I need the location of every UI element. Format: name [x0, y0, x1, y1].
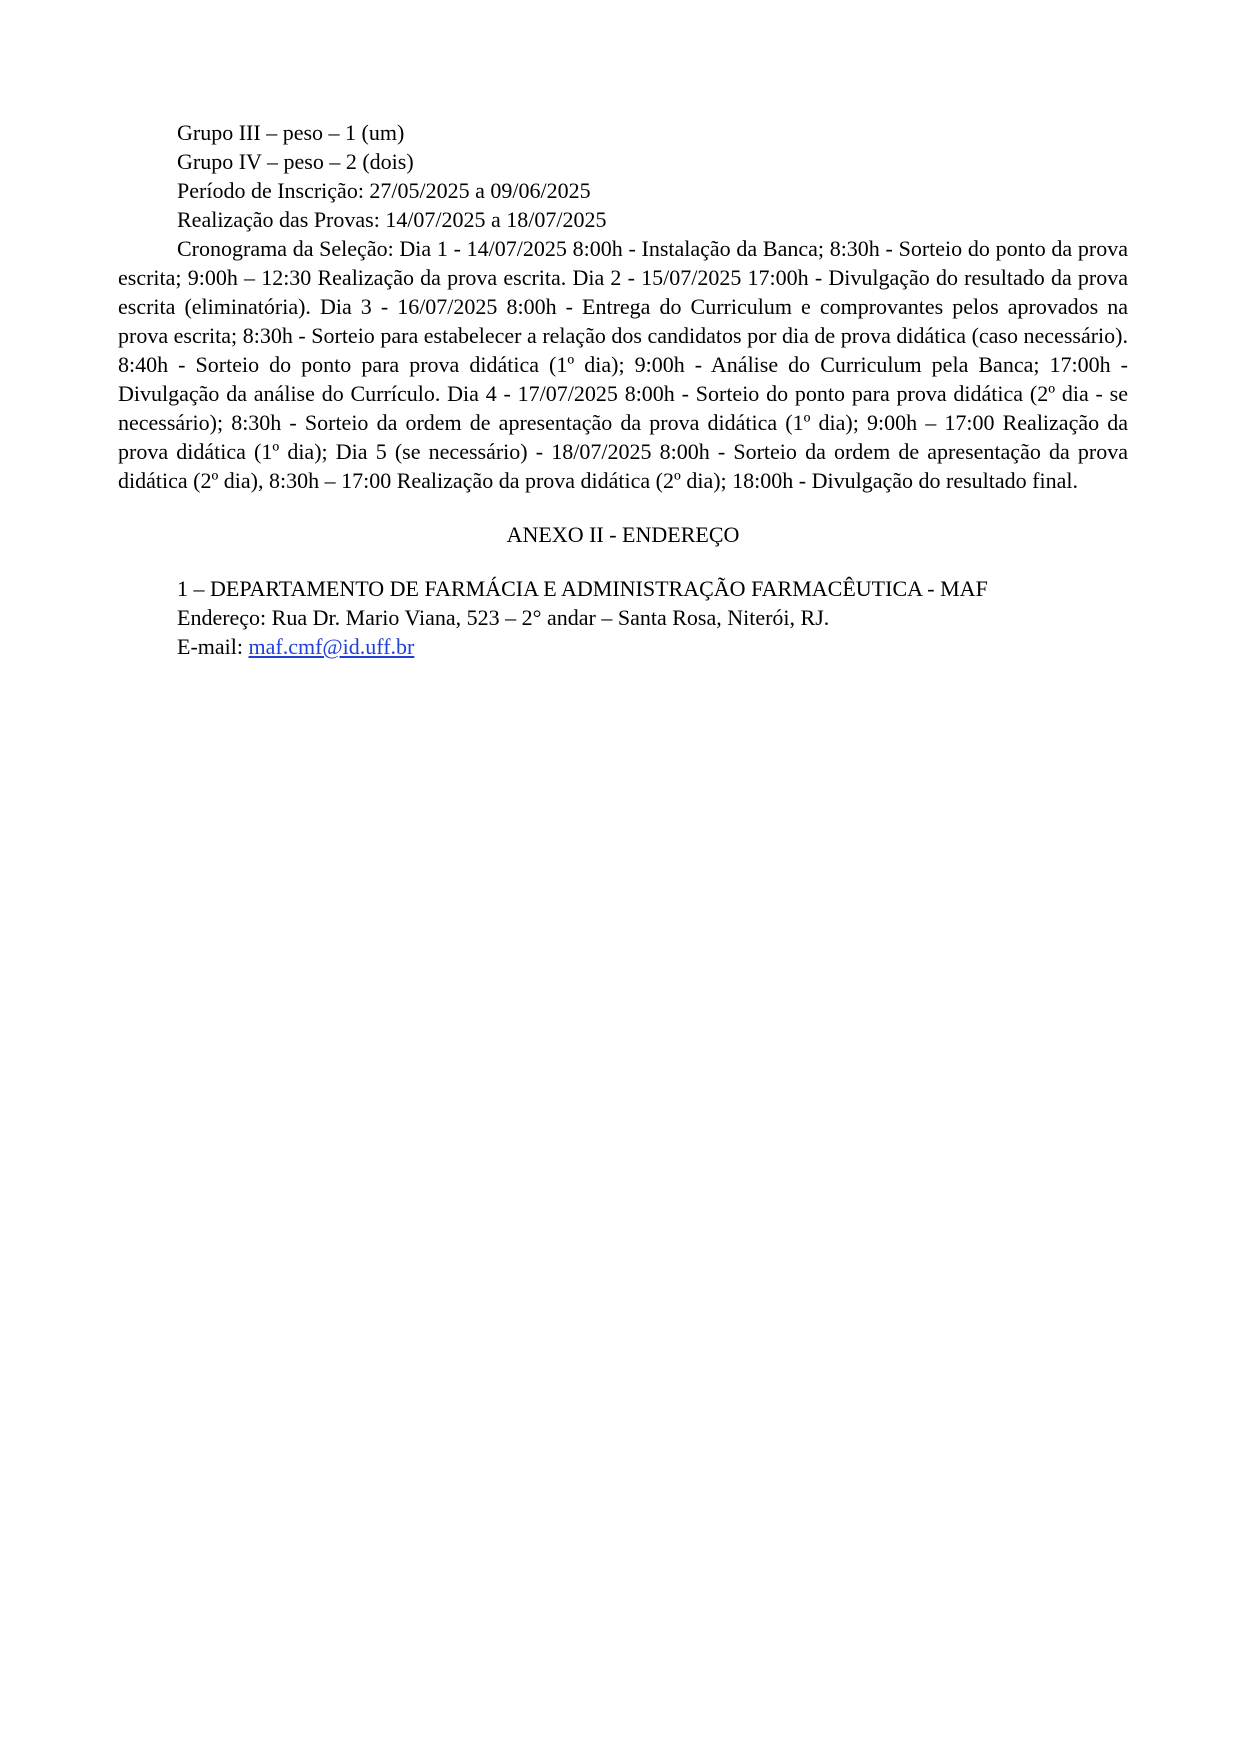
document-body — [118, 118, 1128, 661]
email-link[interactable]: maf.cmf@id.uff.br — [248, 634, 415, 659]
address-line: Endereço: Rua Dr. Mario Viana, 523 – 2° andar – Santa Rosa, Niterói, RJ. — [177, 605, 830, 630]
email-line — [118, 632, 1128, 661]
selection-schedule-paragraph: Cronograma da Seleção: Dia 1 - 14/07/2025 8:00h - Instalação da Banca; 8:30h - Sorteio do ponto da prova escrita; 9:00h – 12:30 Realização da prova escrita. Dia 2 - 15/07/2025 17:00h - Divulgação do resultado da prova escrita (eliminatória). Dia 3 - 16/07/2025 8:00h - Entrega do Curriculum e comprovantes pelos aprovados na prova escrita; 8:30h - Sorteio para estabelecer a relação dos candidatos por dia de prova didática (caso necessário). 8:40h - Sorteio do ponto para prova didática (1º dia); 9:00h - Análise do Curriculum pela Banca; 17:00h - Divulgação da análise do Currículo. Dia 4 - 17/07/2025 8:00h - Sorteio do ponto para prova didática (2º dia - se necessário); 8:30h - Sorteio da ordem de apresentação da prova didática (1º dia); 9:00h – 17:00 Realização da prova didática (1º dia); Dia 5 (se necessário) - 18/07/2025 8:00h - Sorteio da ordem de apresentação da prova didática (2º dia), 8:30h – 17:00 Realização da prova didática (2º dia); 18:00h - Divulgação do resultado final. — [118, 236, 1128, 493]
department-line: 1 – DEPARTAMENTO DE FARMÁCIA E ADMINISTRAÇÃO FARMACÊUTICA - MAF — [177, 576, 988, 601]
group-iii-line: Grupo III – peso – 1 (um) — [177, 120, 405, 145]
registration-period-line: Período de Inscrição: 27/05/2025 a 09/06/2025 — [177, 178, 591, 203]
email-label: E-mail: — [177, 634, 249, 659]
annex-heading: ANEXO II - ENDEREÇO — [506, 522, 740, 547]
exam-dates-line: Realização das Provas: 14/07/2025 a 18/07/2025 — [177, 207, 607, 232]
group-iv-line: Grupo IV – peso – 2 (dois) — [177, 149, 414, 174]
